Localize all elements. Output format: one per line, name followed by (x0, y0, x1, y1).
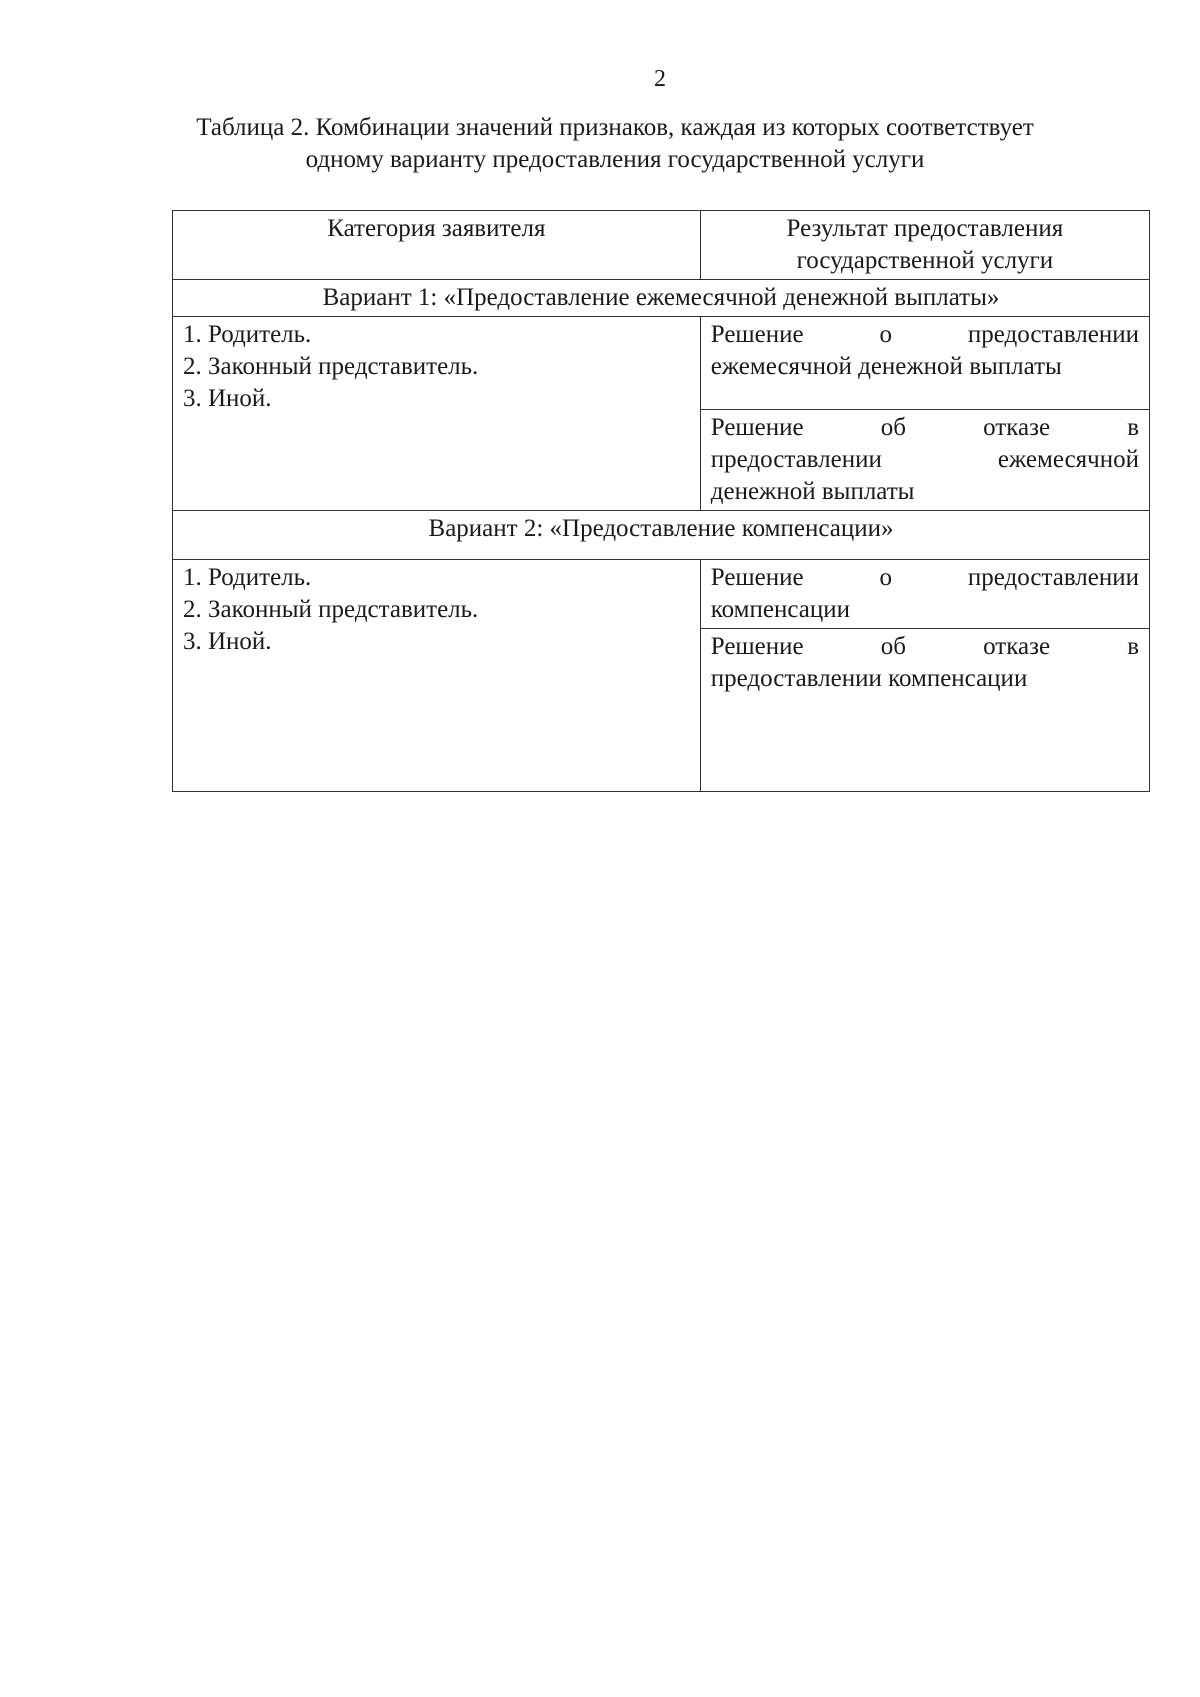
header-category: Категория заявителя (173, 211, 701, 280)
table-row (173, 317, 1150, 410)
header-result (700, 211, 1149, 280)
variant-2-categories (173, 560, 701, 792)
variant-2-result-2 (700, 629, 1149, 792)
result-line: ежемесячной денежной выплаты (710, 353, 1062, 380)
table-header-row (173, 211, 1150, 280)
caption-line-2: одному варианту предоставления государственной услуги (305, 146, 925, 173)
category-item: 1. Родитель. (183, 564, 312, 591)
result-line: Решение о предоставлении (710, 564, 1139, 591)
category-item: 2. Законный представитель. (183, 596, 479, 623)
result-line: Решение о предоставлении (710, 321, 1139, 348)
category-item: 3. Иной. (183, 385, 272, 412)
result-line: денежной выплаты (710, 478, 915, 505)
variant-row (173, 280, 1150, 317)
variant-1-result-1 (700, 317, 1149, 410)
variant-2-title: Вариант 2: «Предоставление компенсации» (173, 511, 1150, 560)
category-item: 2. Законный представитель. (183, 353, 479, 380)
category-item: 1. Родитель. (183, 321, 312, 348)
result-line: Решение об отказе в (710, 414, 1139, 441)
variant-1-categories (173, 317, 701, 511)
variant-1-title: Вариант 1: «Предоставление ежемесячной денежной выплаты» (173, 280, 1150, 317)
result-line: Решение об отказе в (710, 633, 1139, 660)
result-line: предоставлении ежемесячной (710, 446, 1139, 473)
result-line: предоставлении компенсации (710, 665, 1028, 692)
header-result-line-2: государственной услуги (796, 247, 1054, 274)
page-number: 2 (654, 66, 666, 92)
table-row (173, 560, 1150, 629)
header-result-line-1: Результат предоставления (786, 215, 1064, 242)
variant-1-result-2 (700, 410, 1149, 511)
variant-2-result-1 (700, 560, 1149, 629)
caption-line-1: Таблица 2. Комбинации значений признаков, каждая из которых соответствует (196, 114, 1034, 141)
variant-row (173, 511, 1150, 560)
category-item: 3. Иной. (183, 628, 272, 655)
result-line: компенсации (710, 596, 850, 623)
table-caption (170, 112, 1060, 176)
variants-table (172, 210, 1150, 792)
